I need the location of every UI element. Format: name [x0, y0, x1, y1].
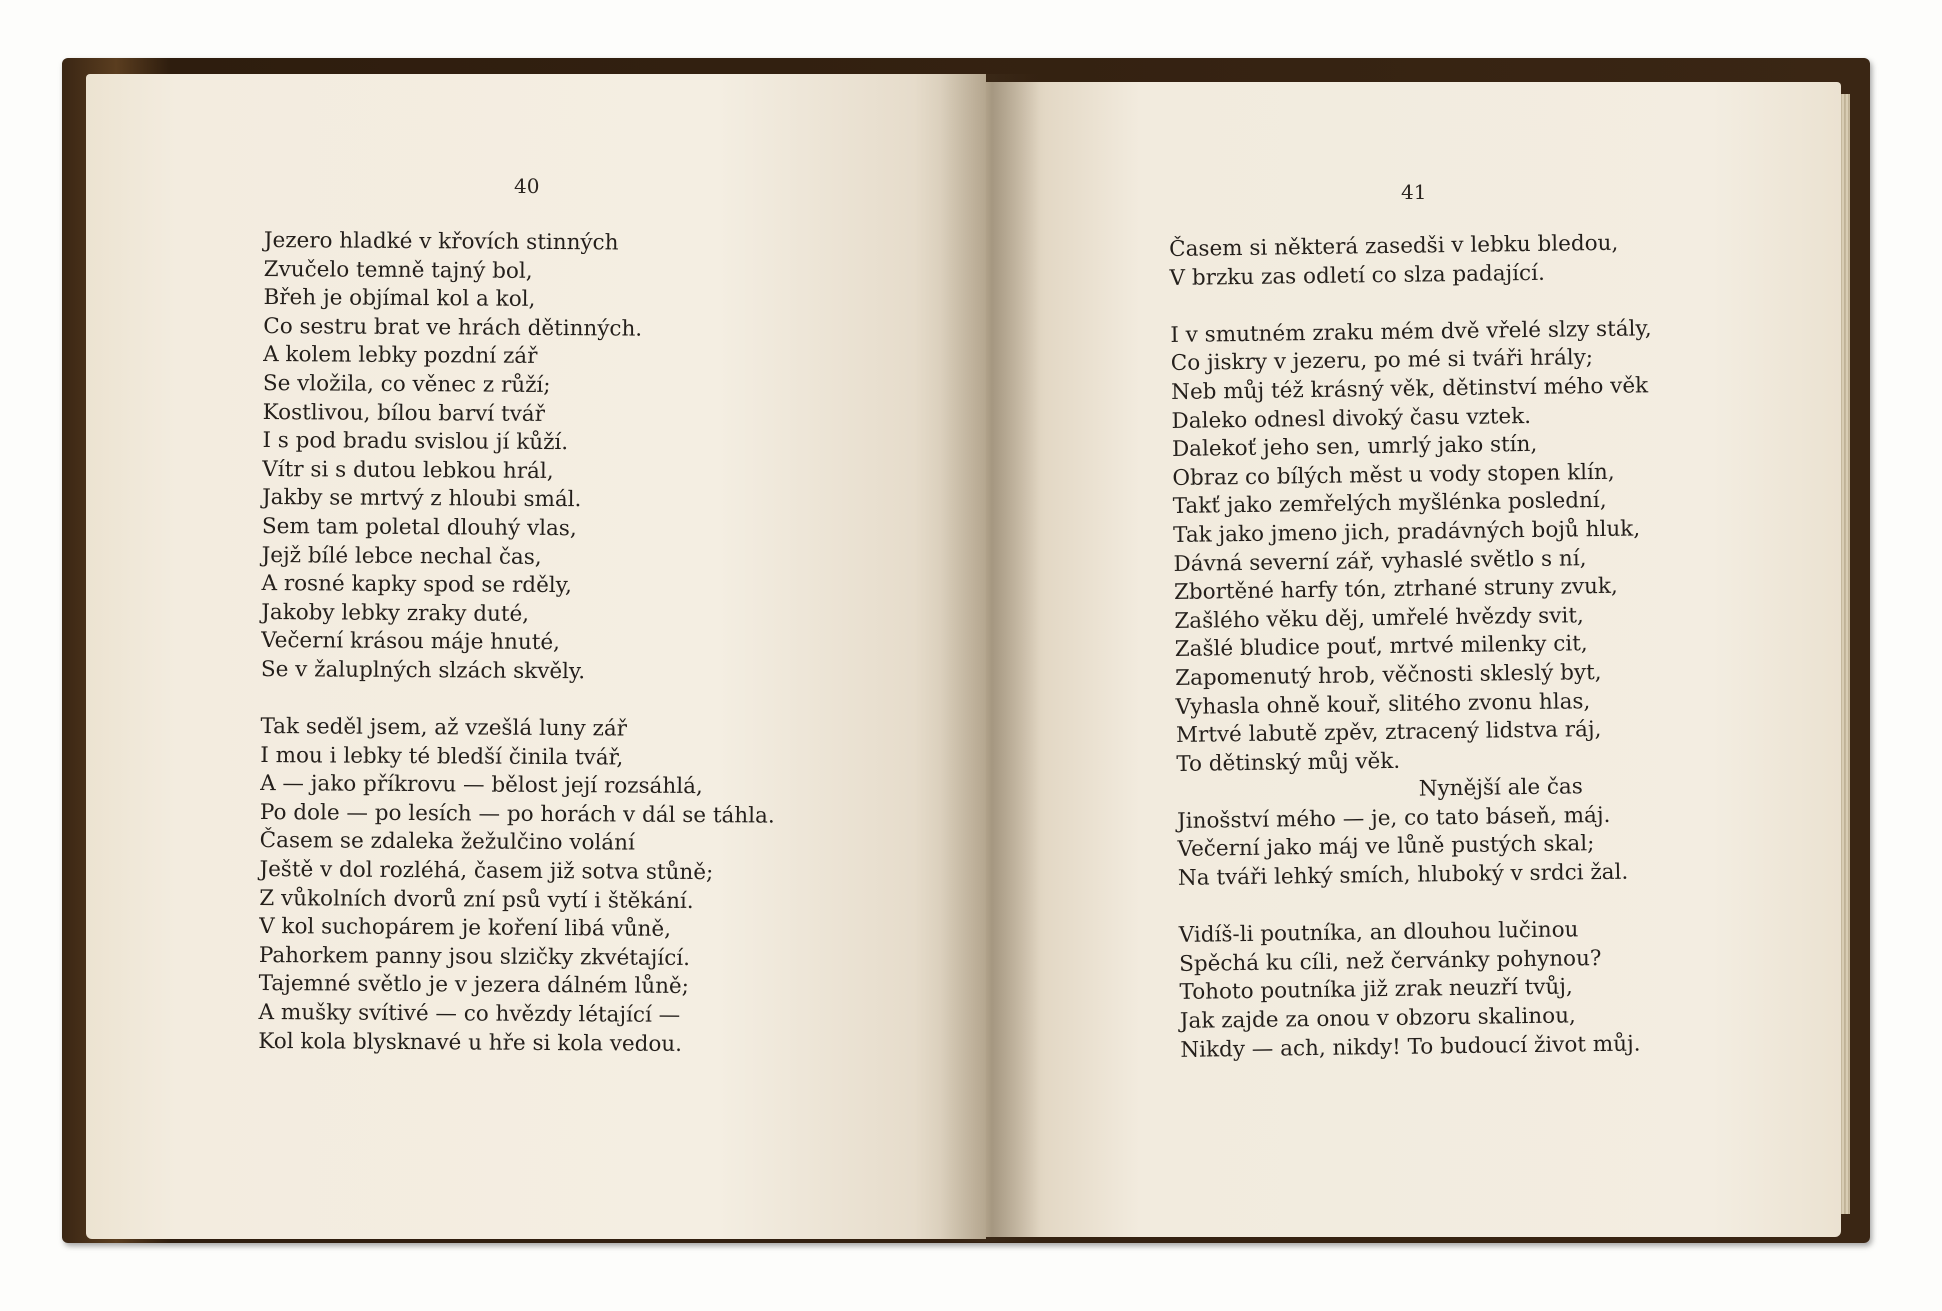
- poem-line: Co jiskry v jezeru, po mé si tváři hrály;: [1170, 345, 1594, 377]
- poem-line: Spěchá ku cíli, než červánky pohynou?: [1178, 945, 1602, 977]
- poem-line: Tak seděl jsem, až vzešlá luny zář: [260, 714, 628, 742]
- poem-line: A mušky svítivé — co hvězdy létající —: [258, 1000, 681, 1028]
- poem-line: Kostlivou, bílou barví tvář: [262, 399, 545, 427]
- poem-line: Zbortěné harfy tón, ztrhané struny zvuk,: [1173, 573, 1618, 606]
- poem-line: Večerní krásou máje hnuté,: [261, 628, 561, 656]
- poem-line: Jakoby lebky zraky duté,: [261, 599, 530, 627]
- page-number-left: 40: [514, 174, 540, 198]
- poem-line: Takť jako zemřelých myšlénka poslední,: [1172, 488, 1607, 520]
- poem-line: Neb můj též krásný věk, dětinství mého věk: [1171, 373, 1649, 405]
- page-number-right: 41: [1401, 180, 1427, 204]
- poem-line: Na tváři lehký smích, hluboký v srdci žal.: [1177, 859, 1629, 891]
- poem-line: Ještě v dol rozléhá, časem již sotva stůně;: [259, 857, 714, 886]
- poem-line: Nynější ale čas: [1418, 774, 1584, 802]
- poem-line: Jejž bílé lebce nechal čas,: [261, 542, 542, 570]
- poem-line: A rosné kapky spod se rděly,: [261, 571, 572, 599]
- poem-line: A — jako příkrovu — bělost její rozsáhlá,: [260, 771, 703, 800]
- poem-left: [258, 227, 779, 1060]
- poem-line: To dětinský můj věk.: [1176, 748, 1401, 777]
- poem-line: V kol suchopárem je koření libá vůně,: [259, 914, 672, 943]
- poem-line: Jakby se mrtvý z hloubi smál.: [262, 485, 582, 513]
- poem-line: Daleko odnesl divoký času vztek.: [1171, 403, 1532, 434]
- poem-line: Kol kola blysknavé u hře si kola vedou.: [258, 1028, 683, 1057]
- poem-line: I v smutném zraku mém dvě vřelé slzy stály,: [1170, 316, 1652, 348]
- poem-line: I mou i lebky té bledší činila tvář,: [260, 742, 624, 771]
- poem-line: Břeh je objímal kol a kol,: [263, 285, 536, 313]
- poem-line: Jezero hladké v křovích stinných: [263, 227, 619, 256]
- poem-line: Časem si některá zasedši v lebku bledou,: [1169, 230, 1619, 262]
- poem-line: Jinošství mého — je, co tato báseň, máj.: [1176, 802, 1611, 834]
- poem-line: Se v žaluplných slzách skvěly.: [260, 656, 586, 685]
- poem-line: Co sestru brat ve hrách dětinných.: [263, 313, 643, 342]
- poem-line: Nikdy — ach, nikdy! To budoucí život můj.: [1180, 1031, 1641, 1063]
- poem-line: Sem tam poletal dlouhý vlas,: [261, 513, 577, 542]
- poem-line: Vidíš-li poutníka, an dlouhou lučinou: [1178, 917, 1579, 949]
- poem-line: Se vložila, co věnec z růží;: [262, 370, 551, 398]
- poem-line: Večerní jako máj ve lůně pustých skal;: [1177, 831, 1595, 863]
- poem-right: [1169, 229, 1662, 1065]
- poem-line: Vyhasla ohně kouř, slitého zvonu hlas,: [1175, 688, 1591, 720]
- poem-line: Dávná severní zář, vyhaslé světlo s ní,: [1173, 545, 1587, 577]
- poem-line: Tak jako jmeno jich, pradávných bojů hluk,: [1173, 516, 1641, 548]
- poem-line: V brzku zas odletí co slza padající.: [1169, 260, 1546, 291]
- poem-line: Zapomenutý hrob, věčnosti skleslý byt,: [1175, 659, 1602, 691]
- stanza-gap: [261, 684, 776, 716]
- poem-line: Dalekoť jeho sen, umrlý jako stín,: [1171, 432, 1538, 463]
- poem-line: Mrtvé labutě zpěv, ztracený lidstva ráj,: [1175, 717, 1602, 749]
- poem-line: Časem se zdaleka žežulčino volání: [259, 828, 635, 857]
- poem-line: A kolem lebky pozdní zář: [263, 342, 538, 370]
- poem-line: Tajemné světlo je v jezera dálném lůně;: [258, 971, 690, 1000]
- poem-line: Zvučelo temně tajný bol,: [263, 256, 533, 284]
- poem-line: I s pod bradu svislou jí kůží.: [262, 428, 569, 456]
- poem-line: Po dole — po lesích — po horách v dál se táhla.: [259, 799, 775, 829]
- poem-line: Z vůkolních dvorů zní psů vytí i štěkání.: [259, 885, 694, 914]
- poem-line: Jak zajde za onou v obzoru skalinou,: [1179, 1003, 1576, 1034]
- poem-line: Zašlé bludice pouť, mrtvé milenky cit,: [1174, 631, 1588, 663]
- poem-line: Obraz co bílých měst u vody stopen klín,: [1172, 459, 1615, 491]
- poem-line: Tohoto poutníka již zrak neuzří tvůj,: [1179, 974, 1573, 1006]
- poem-line: Pahorkem panny jsou slzičky zkvétající.: [258, 942, 691, 971]
- poem-line: Zašlého věku děj, umřelé hvězdy svit,: [1174, 602, 1584, 634]
- poem-line: Vítr si s dutou lebkou hrál,: [262, 456, 554, 484]
